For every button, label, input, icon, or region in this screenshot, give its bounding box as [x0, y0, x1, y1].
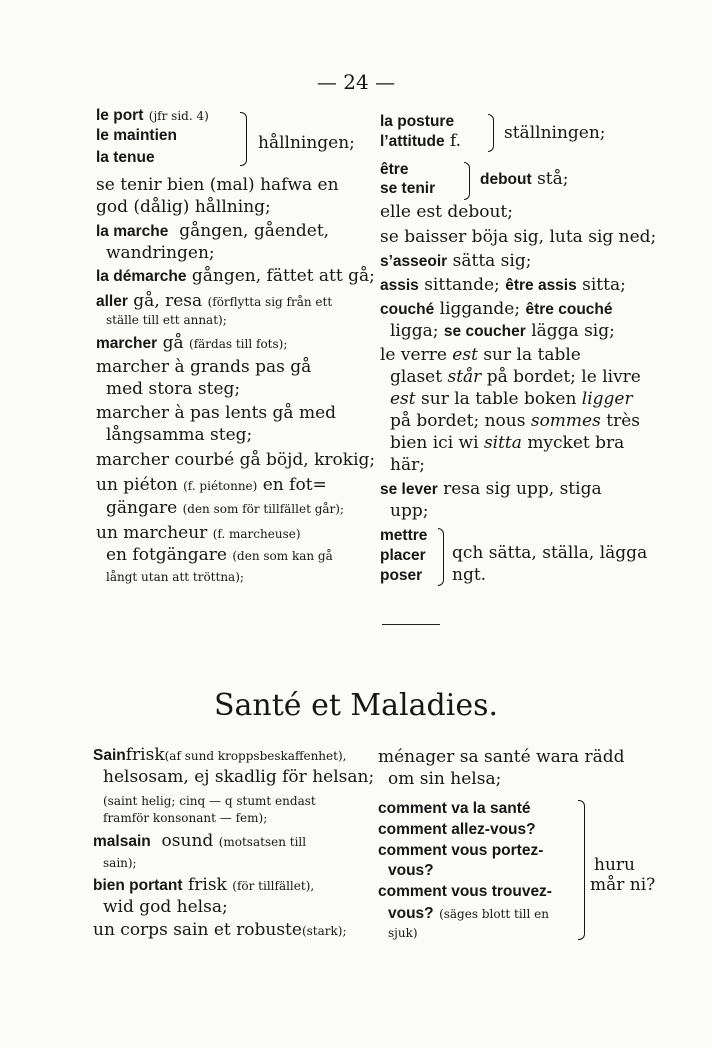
- verre-line-2: glaset står på bordet; le livre: [390, 367, 641, 387]
- entry-bien-portant: bien portant frisk (för tillfället),: [93, 875, 315, 895]
- question-4c: sjuk): [388, 926, 418, 940]
- entry-corps: un corps sain et robuste(stark);: [93, 920, 347, 940]
- huru-text: huru: [594, 855, 635, 875]
- section-heading: Santé et Maladies.: [213, 688, 499, 723]
- brace-mettre: [438, 528, 444, 586]
- entry-maintien: le maintien: [96, 127, 177, 144]
- menager-line-2: om sin helsa;: [388, 769, 502, 789]
- entry-etre: être: [380, 161, 409, 178]
- entry-tenue: la tenue: [96, 149, 155, 166]
- verre-line-4: på bordet; nous sommes très: [390, 411, 640, 431]
- marcheur-line-3: långt utan att tröttna);: [106, 570, 244, 584]
- entry-malsain: malsain osund (motsatsen till: [93, 831, 307, 851]
- question-3: comment vous portez-: [378, 842, 544, 859]
- entry-aller: aller gå, resa (förflytta sig från ett: [96, 291, 333, 311]
- menager-line-1: ménager sa santé wara rädd: [378, 747, 625, 767]
- aller-line-2: ställe till ett annat);: [106, 313, 227, 327]
- section-divider: [382, 624, 440, 625]
- entry-marcheur: un marcheur (f. marcheuse): [96, 523, 301, 543]
- entry-assis: assis sittande; être assis sitta;: [380, 275, 626, 295]
- verre-line-1: le verre est sur la table: [380, 345, 581, 365]
- baisser-line: se baisser böja sig, luta sig ned;: [380, 227, 657, 247]
- entry-lever: se lever resa sig upp, stiga: [380, 479, 602, 499]
- sain-line-4: framför konsonant — fem);: [103, 811, 268, 825]
- marche-line-2: wandringen;: [106, 243, 215, 263]
- entry-attitude: l’attitude f.: [380, 131, 462, 151]
- bien-line-2: wid god helsa;: [103, 897, 228, 917]
- sain-line-3: (saint helig; cinq — q stumt endast: [103, 794, 316, 808]
- stallningen-text: ställningen;: [504, 123, 606, 143]
- verre-line-3: est sur la table boken ligger: [390, 389, 633, 409]
- tenir-line-2: god (dålig) hållning;: [96, 197, 271, 217]
- sain-line-2: helsosam, ej skadlig för helsan;: [103, 767, 375, 787]
- courbe-line: marcher courbé gå böjd, krokig;: [96, 450, 376, 470]
- grands-line-2: med stora steg;: [106, 379, 241, 399]
- right-column: [380, 110, 657, 590]
- entry-demarche: la démarche gången, fättet att gå;: [96, 266, 375, 286]
- debout-text: debout stå;: [480, 169, 569, 189]
- left-column: [96, 104, 376, 590]
- lents-line-1: marcher à pas lents gå med: [96, 403, 337, 423]
- sante-right-column: [378, 746, 668, 946]
- mar-ni-text: mår ni?: [590, 875, 656, 895]
- lever-line-2: upp;: [390, 501, 429, 521]
- entry-couche: couché liggande; être couché: [380, 299, 613, 319]
- entry-port: le port (jfr sid. 4): [96, 107, 209, 124]
- verre-line-5: bien ici wi sitta mycket bra: [390, 433, 625, 453]
- entry-marche: la marche gången, gåendet,: [96, 221, 330, 241]
- couche-line-2: ligga; se coucher lägga sig;: [390, 321, 615, 341]
- entry-placer: placer: [380, 547, 426, 564]
- entry-pieton: un piéton (f. piétonne) en fot=: [96, 475, 327, 495]
- mettre-ngt: ngt.: [452, 565, 487, 585]
- grands-line-1: marcher à grands pas gå: [96, 357, 312, 377]
- brace-stallning: [488, 114, 494, 152]
- entry-sain: Sainfrisk(af sund kroppsbeskaffenhet),: [93, 745, 347, 765]
- question-4: comment vous trouvez-: [378, 883, 552, 900]
- entry-posture: la posture: [380, 113, 455, 130]
- entry-mettre: mettre: [380, 527, 428, 544]
- tenir-line-1: se tenir bien (mal) hafwa en: [96, 175, 339, 195]
- pieton-line-2: gängare (den som för tillfället går);: [106, 498, 345, 518]
- entry-poser: poser: [380, 567, 423, 584]
- brace-hallning: [240, 112, 247, 166]
- entry-se-tenir: se tenir: [380, 180, 436, 197]
- entry-asseoir: s’asseoir sätta sig;: [380, 251, 532, 271]
- mettre-meaning: qch sätta, ställa, lägga: [452, 543, 648, 563]
- question-1: comment va la santé: [378, 800, 531, 817]
- entry-marcher: marcher gå (färdas till fots);: [96, 333, 288, 353]
- question-3b: vous?: [388, 862, 434, 879]
- malsain-line-2: sain);: [103, 856, 137, 870]
- sante-left-column: [93, 744, 375, 944]
- question-4b: vous? (säges blott till en: [388, 905, 549, 922]
- hallning-text: hållningen;: [258, 133, 355, 153]
- brace-debout: [464, 162, 470, 200]
- verre-line-6: här;: [390, 455, 425, 475]
- question-2: comment allez-vous?: [378, 821, 536, 838]
- brace-huru: [578, 800, 585, 940]
- marcheur-line-2: en fotgängare (den som kan gå: [106, 545, 333, 565]
- elle-line: elle est debout;: [380, 202, 513, 222]
- lents-line-2: långsamma steg;: [106, 425, 253, 445]
- page-number: — 24 —: [316, 70, 396, 94]
